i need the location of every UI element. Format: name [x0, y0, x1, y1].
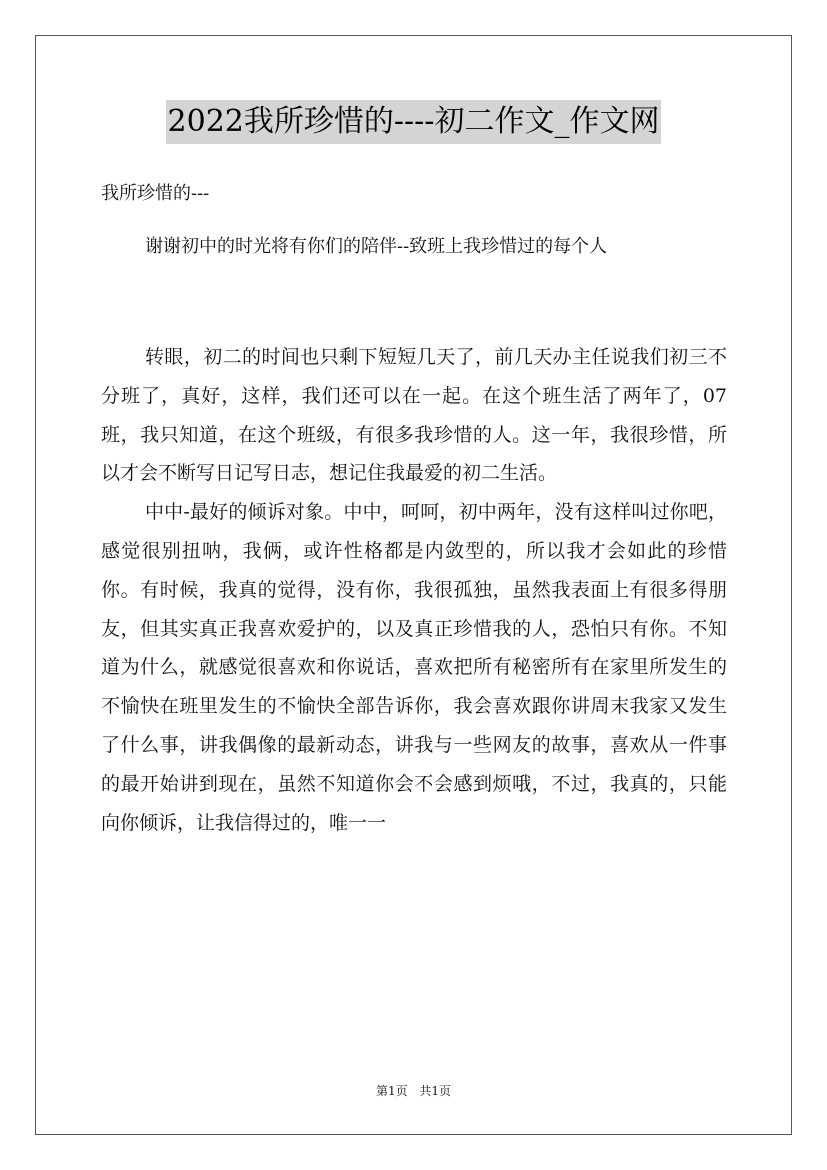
dedication-line: 谢谢初中的时光将有你们的陪伴--致班上我珍惜过的每个人 — [145, 236, 608, 257]
page-footer — [0, 1083, 827, 1099]
page-total: 共1页 — [419, 1084, 452, 1098]
subheading: 我所珍惜的--- — [101, 183, 210, 204]
title-container — [0, 100, 827, 144]
paragraph: 中中-最好的倾诉对象。中中，呵呵，初中两年，没有这样叫过你吧，感觉很别扭呐，我俩，或许性格都是内敛型的，所以我才会如此的珍惜你。有时候，我真的觉得，没有你，我很孤独，虽然我表面上有很多得朋友，但其实真正我喜欢爱护的，以及真正珍惜我的人，恐怕只有你。不知道为什么，就感觉很喜欢和你说话，喜欢把所有秘密所有在家里所发生的不愉快在班里发生的不愉快全部告诉你，我会喜欢跟你讲周末我家又发生了什么事，讲我偶像的最新动态，讲我与一些网友的故事，喜欢从一件事的最开始讲到现在，虽然不知道你会不会感到烦哦，不过，我真的，只能向你倾诉，让我信得过的，唯一一 — [101, 501, 727, 834]
paragraph: 转眼，初二的时间也只剩下短短几天了，前几天办主任说我们初三不分班了，真好，这样，我们还可以在一起。在这个班生活了两年了，07班，我只知道，在这个班级，有很多我珍惜的人。这一年，我很珍惜，所以才会不断写日记写日志，想记住我最爱的初二生活。 — [101, 346, 727, 485]
article-body — [101, 338, 727, 842]
page-number: 第1页 — [375, 1084, 408, 1098]
page-title: 2022我所珍惜的----初二作文_作文网 — [166, 100, 662, 144]
